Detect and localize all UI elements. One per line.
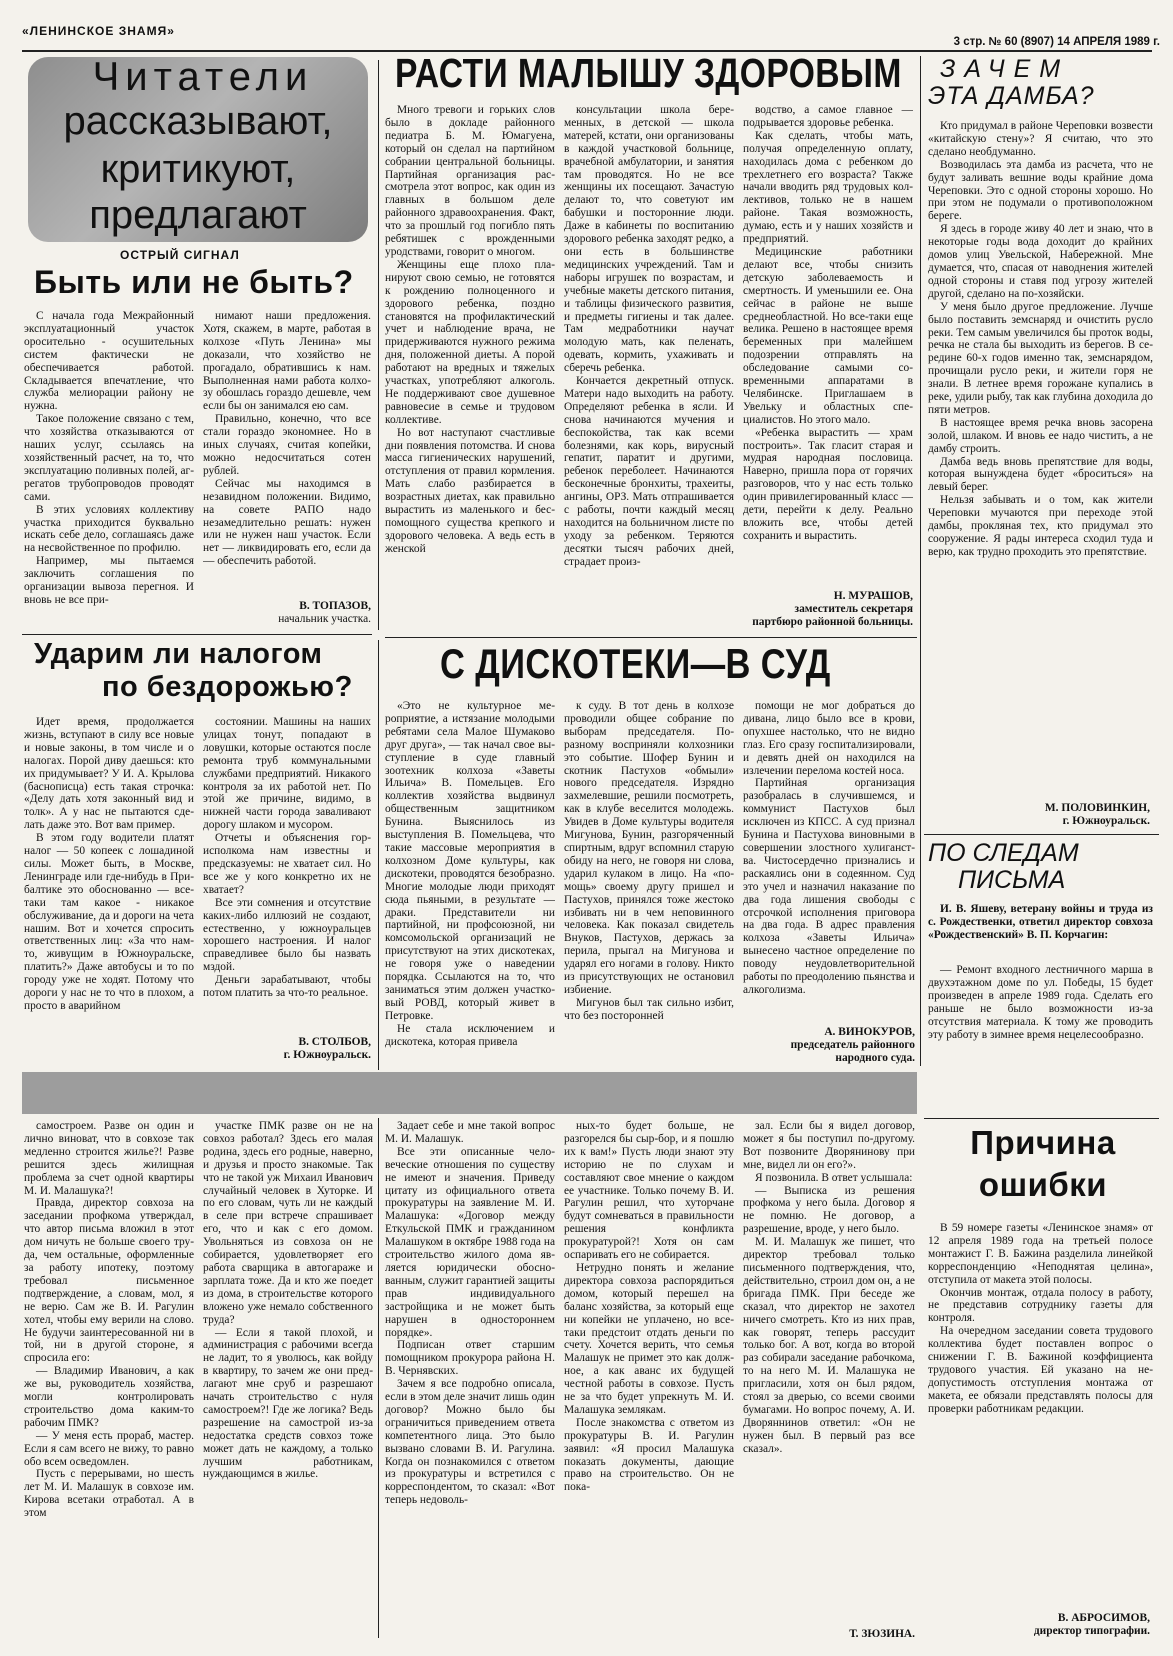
signature-role: заместитель секретаря партбюро районной больницы. bbox=[752, 603, 913, 628]
paragraph: После знакомства с ответом из прокуратуры В. И. Рагулин заявил: «Я просил Малашука показать документы, дающие право на строительство. Он не пока- bbox=[564, 1416, 734, 1494]
paragraph: водство, а самое главное — подрывается здоровье ребенка. bbox=[743, 104, 913, 129]
paragraph: Идет время, продолжается жизнь, вступают в силу все новые и новые законы, в том числе и о налогах. Порой диву даешься: кто их придумывает? У И. А. Крылова (баснописца) есть такая строчка: «Делу дать хотя законный вид и толк». А у нас не пытаются сделать даже это. Вот вам пример. bbox=[24, 716, 194, 832]
article1-signature bbox=[203, 600, 371, 626]
article2-column-3 bbox=[743, 104, 913, 588]
article6-lead: И. В. Яшеву, ветерану войны и труда из с. Рождественки, ответил директор совхоза «Рождественский» В. П. Корчагин: bbox=[928, 903, 1153, 941]
signature-name: В. АБРОСИМОВ, bbox=[1057, 1612, 1150, 1624]
article2-column-1 bbox=[385, 104, 555, 634]
newspaper-name: «ЛЕНИНСКОЕ ЗНАМЯ» bbox=[22, 24, 175, 38]
section-rule bbox=[924, 1118, 1159, 1119]
article8-signature bbox=[928, 1612, 1150, 1638]
paragraph: Правда, директор совхоза на заседании профкома утверждал, что автор письма вложил в этот дом ничуть не больше своего труда, чем остальные, оформленные за работу ипотеку, поэтому требовал письменное подтверждение, а словам, мол, я не верю. Сам же В. И. Рагулин хотел, чтобы ему верили на слово. Не будучи заинтересованной ни в той, ни в другой стороне, я спросила его: bbox=[24, 1197, 194, 1365]
signature-name: Т. ЗЮЗИНА. bbox=[849, 1628, 915, 1640]
article5-signature bbox=[743, 1026, 915, 1065]
article3-title bbox=[928, 56, 1163, 116]
paragraph: Правильно, конечно, что все стали гораздо экономнее. Но в иных случаях, считая копейки, можно недосчитаться сотен рублей. bbox=[203, 413, 371, 477]
article4-title bbox=[22, 638, 374, 708]
paragraph: самостроем. Разве он один и лично виноват, что в совхозе так медленно строится жилье?! Разве решится здесь жилищная проблема за счет одной квартиры М. И. Малашука?! bbox=[24, 1120, 194, 1197]
paragraph: ных-то будет больше, не разгорелся бы сыр-бор, и я пошлю их к вам!» Пусть люди знают эту историю не по слухам и составляют свое мнение о каждом ее участнике. Только почему В. И. Рагулин решил, что хуторчане будут сомневаться в правильности решения конфликта прокуратурой?! Хотя он сам оспаривать его не собирается. bbox=[564, 1120, 734, 1262]
paragraph: Например, мы пытаемся заключить соглашения по организации вывоза перегноя. И вновь не все при- bbox=[24, 555, 194, 606]
paragraph: «Это не культурное мероприятие, а истязание молодыми ребятами села Малое Шумаково друг друга», — так начал свое выступление в суде главный зоотехник колхоза «Заветы Ильича» В. Помельцев. Его коллектив хозяйства выдвинул общественным защитником Бунина. Выяснилось из выступления В. Помельцева, что такие массовые мероприятия в колхозном Доме культуры, как дискотеки, проводятся безобразно. Многие молодые люди приходят сюда пьяными, в результате — драки. Представители ни партийной, ни профсоюзной, ни комсомольской организаций не присутствуют на этих дискотеках, не говоря уже о наведении порядка. Ссылаются на то, что заниматься этим должен участковый РОВД, который живет в Петровке. bbox=[385, 700, 555, 1022]
rubric-box bbox=[28, 57, 368, 242]
article4-column-1 bbox=[24, 716, 194, 1068]
signature-role: начальник участка. bbox=[278, 613, 371, 625]
signature-name: А. ВИНОКУРОВ, bbox=[824, 1026, 915, 1038]
article1-title: Быть или не быть? bbox=[34, 264, 354, 300]
paragraph: Как сделать, чтобы мать, получая определенную оплату, находилась дома с ребенком до трехлетнего его возраста? Также начали вводить ряд трудовых коллективов, только не в нашем районе. Такая возможность, думаю, есть и у наших хозяйств и предприятий. bbox=[743, 129, 913, 246]
signature-name: М. ПОЛОВИНКИН, bbox=[1044, 802, 1150, 814]
section-rule bbox=[22, 634, 372, 635]
paragraph: Зачем я все подробно описала, если в этом деле значит лишь один договор? Можно было бы ограничиться приведением ответа компетентного лица. Это было вызвано словами В. И. Рагулина. Когда он познакомился с ответом из прокуратуры и встретился с корреспондентом, то сказал: «Вот теперь недоволь- bbox=[385, 1378, 555, 1507]
article2-signature bbox=[743, 590, 913, 629]
paragraph: В настоящее время речка вновь засорена золой, шлаком. И вновь ее надо чистить, а не дамбу строить. bbox=[928, 416, 1153, 455]
signature-name: Н. МУРАШОВ, bbox=[833, 590, 913, 602]
rubric-line-2: рассказывают, bbox=[63, 99, 333, 143]
article8-body bbox=[928, 1222, 1153, 1594]
paragraph: Деньги зарабатывают, чтобы потом платить за что-то реальное. bbox=[203, 974, 371, 1000]
paragraph: Сейчас мы находимся в незавидном положении. Видимо, на совете РАПО надо незамедлительно решать: нужен или не нужен наш участок. Если нет — ликвидировать его, если да — обеспечить работой. bbox=[203, 477, 371, 568]
paragraph: Партийная организация разобралась в случившемся, и коммунист Пастухов был исключен из КПСС. А суд признал Бунина и Пастухова виновными в совершении злостного хулиганства. Чистосердечно признались и раскаялись они в содеянном. Суд это учел и назначил наказание по два года лишения свободы с отсрочкой исполнения приговора на два года. В адрес правления колхоза «Заветы Ильича» вынесено частное определение по поводу неудовлетворительной работы по преодолению пьянства и алкоголизма. bbox=[743, 777, 915, 996]
article6-title-line-1: ПО СЛЕДАМ bbox=[928, 840, 1079, 867]
paragraph: Я здесь в городе живу 40 лет и знаю, что в некоторые годы вода доходит до крайних домов улиц Увельской, Набережной. Мне думается, что, спасая от наводнения жителей одной стороны и ставя под угрозу жителей другой, сделано на по-хозяйски. bbox=[928, 223, 1153, 300]
article8-title-line-2: ошибки bbox=[978, 1166, 1108, 1203]
paragraph: — Выписка из решения профкома у него была. Договор я не помню. Не договор, а разрешение, вроде, у него было. bbox=[743, 1184, 915, 1236]
signature-name: В. СТОЛБОВ, bbox=[298, 1036, 371, 1048]
article5-column-1 bbox=[385, 700, 555, 1068]
column-rule bbox=[378, 640, 379, 1070]
section-rule bbox=[924, 834, 1159, 835]
article2-column-2 bbox=[564, 104, 734, 634]
signature-name: В. ТОПАЗОВ, bbox=[299, 600, 371, 612]
article3-title-line-2: ЭТА ДАМБА? bbox=[928, 82, 1095, 110]
paragraph: Окончив монтаж, отдала полосу в работу, не представив сотруднику газеты для контроля. bbox=[928, 1286, 1153, 1325]
paragraph: В этих условиях коллективу участка приходится буквально искать себе дело, соглашаясь даже на несвойственное по профилю. bbox=[24, 503, 194, 555]
paragraph: Возводилась эта дамба из расчета, что не будут заливать вешние воды крайние дома Череповки. Это с одной стороны хорошо. Но при этом не подумали о противоположном береге. bbox=[928, 158, 1153, 223]
column-rule bbox=[378, 60, 379, 630]
paragraph: Отчеты и объяснения горисполкома нам известны и предсказуемы: не хватает сил. Но все же у кого конкретно их не хватает? bbox=[203, 832, 371, 896]
signature-role: г. Южноуральск. bbox=[283, 1049, 371, 1061]
article1-column-2 bbox=[203, 310, 371, 600]
article3-signature bbox=[928, 802, 1150, 828]
article7-column-3 bbox=[385, 1120, 555, 1640]
paragraph: Много тревоги и горьких слов было в докладе районного педиатра Б. М. Юмагуена, который он сделал на партийном собрании центральной больницы. Партийная организация рассмотрела этот вопрос, как один из главных в большом деле районного здравоохранения. Факт, что за прошлый год погибло пять ребятишек с врожденными уродствами, говорит о многом. bbox=[385, 104, 555, 258]
rubric-line-1: Читатели bbox=[92, 57, 314, 99]
paragraph: Женщины еще плохо планируют свою семью, не готовятся к рождению полноценного и здорового ребенка, поздно становятся на профилактический учет и наблюдение врача, не придерживаются нужного режима дня, положенной диеты. А порой работают на вредных и тяжелых участках, употребляют алкоголь. Не поддерживают свое душевное равновесие в семье и трудовом коллективе. bbox=[385, 258, 555, 426]
signature-role: председатель районного народного суда. bbox=[790, 1039, 915, 1064]
article8-title bbox=[928, 1122, 1158, 1214]
paragraph: — У меня есть прораб, мастер. Если я сам всего не вижу, то равно обо всем осведомлен. bbox=[24, 1429, 194, 1468]
article5-title-text: С ДИСКОТЕКИ—В СУД bbox=[440, 640, 831, 687]
article5-column-3 bbox=[743, 700, 915, 1024]
signature-role: г. Южноуральск. bbox=[1062, 815, 1150, 827]
paragraph: — Если я такой плохой, и администрация с рабочими всегда не ладит, то я уволюсь, как войду в квартиру, то зачем же они предлагают мне сруб и разрешают начать строительство с нуля самостроем?! Где же логика? Ведь разрешение на самострой из-за недостатка средств совхоз тоже может дать не каждому, а только лучшим работникам, нуждающимся в жилье. bbox=[203, 1326, 373, 1481]
paragraph: «Ребенка вырастить — храм построить». Так гласит старая и мудрая народная пословица. Наверно, пришла пора от горячих разговоров, что у нас есть только один привилегированный класс — дети, перейти к делу. Реально вложить все, чтобы детей сохранить и вырастить. bbox=[743, 426, 913, 542]
paragraph: Кто придумал в районе Череповки возвести «китайскую стену»? Я считаю, что это сделано необдуманно. bbox=[928, 120, 1153, 158]
article7-signature bbox=[743, 1628, 915, 1641]
paragraph: участке ПМК разве он не на совхоз работал? Здесь его малая родина, здесь его родные, наверно, и друзья и просто знакомые. Так что не такой уж Михаил Иванович случайный человек в Хуторке. И по его словам, чуть ли не каждый в селе при встрече спрашивает его, что и как с его домом. Увольняться из совхоза он не собирается, удовлетворяет его работа сварщика в автогараже и зарплата тоже. Да и кто же поедет из дома, в строительстве которого вложено уже немало собственного труда? bbox=[203, 1120, 373, 1326]
paragraph: Задает себе и мне такой вопрос М. И. Малашук. bbox=[385, 1120, 555, 1145]
paragraph: Не стала исключением и дискотека, которая привела bbox=[385, 1022, 555, 1048]
paragraph: к суду. В тот день в колхозе проводили общее собрание по выборам председателя. По-разному восприняли колхозники это событие. Шофер Бунин и скотник Пастухов «обмыли» нового председателя. Изрядно захмелевшие, решили посмотреть, как в клубе веселится молодежь. Увидев в Доме культуры водителя Мигунова, Бунин, разгоряченный спиртным, вдруг вспомнил старую обиду на него, не говоря ни слова, ударил кулаком в лицо. На «помощь» своему другу пришел и Пастухов, принялся тоже жестоко избивать ни в чем неповинного человека. Как показал свидетель Внуков, Пастухов, держась за перила, прыгал на Мигунова и ударял его ногами в голову. Никто из присутствующих не остановил избиение. bbox=[564, 700, 734, 996]
paragraph: Кончается декретный отпуск. Матери надо выходить на работу. Определяют ребенка в ясли. И снова начинаются мучения и беспокойства, так как всеми болезнями, как корь, вирусный гепатит, паратит и другими, ребенок переболеет. Начинаются бесконечные бронхиты, трахеиты, ангины, ОРЗ. Мать отпрашивается с работы, почти каждый месяц находится на больничном листе по уходу за ребенком. Теряются десятки тысяч рабочих дней, страдает произ- bbox=[564, 375, 734, 568]
paragraph: Медицинские работники делают все, чтобы снизить детскую заболеваемость и смертность. И уменьшили ее. Она сейчас в районе не выше среднеобластной. Но все-таки еще велика. Решено в настоящее время беременных при малейшем подозрении отправлять на обследование самыми современными аппаратами в Челябинске. Приглашаем в Увельку и областных специалистов. Но этого мало. bbox=[743, 245, 913, 426]
article7-column-1 bbox=[24, 1120, 194, 1640]
article4-title-line-2: по бездорожью? bbox=[102, 671, 353, 703]
paragraph: состоянии. Машины на наших улицах тонут, попадают в ловушки, которые остаются после ремонта труб коммунальными службами предприятий. Никакого контроля за их работой нет. По этой же причине, видимо, в нижней части города заваливают дорогу шлаком и мусором. bbox=[203, 716, 371, 832]
paragraph: В 59 номере газеты «Ленинское знамя» от 12 апреля 1989 года на третьей полосе монтажист Г. В. Бажина разделила линейкой корреспонденцию «Неподнятая целина», отступила от макета этой полосы. bbox=[928, 1222, 1153, 1286]
paragraph: нимают наши предложения. Хотя, скажем, в марте, работая в колхозе «Путь Ленина» мы доказали, что хозяйство не прогадало, обратившись к нам. Выполненная нами работа колхозу обошлась гораздо дешевле, чем если бы он занимался ею сам. bbox=[203, 310, 371, 413]
paragraph: Дамба ведь вновь препятствие для воды, которая вынуждена будет «броситься» на левый берег. bbox=[928, 455, 1153, 494]
paragraph: Все эти сомнения и отсутствие каких-либо иллюзий не создают, естественно, у южноуральцев хорошего настроения. И налог справедливее было бы назвать мздой. bbox=[203, 896, 371, 974]
article2-title bbox=[395, 50, 935, 100]
article6-body: — Ремонт входного лестничного марша в двухэтажном доме по ул. Победы, 15 будет произведен в апреле 1989 года. Сделать его раньше не было возможности из-за отсутствия материала. К тому же проводить эту работу в зимнее время нецелесообразно. bbox=[928, 964, 1153, 1041]
paragraph: консультации школа беременных, в детской — школа матерей, кстати, они организованы в каждой участковой больнице, врачебной амбулатории, и занятия там проводятся. Но не все женщины их посещают. Зачастую делают то, что советуют им бабушки и посторонние люди. Даже в кабинеты по воспитанию здорового ребенка заходят редко, а они есть в большинстве медицинских учреждений. Там и наборы игрушек по возрастам, и учебные макеты детского питания, и таблицы физического развития, и предметы гигиены и так далее. Там медработники научат молодую мать, как пеленать, одевать, кормить, ухаживать и сберечь ребенка. bbox=[564, 104, 734, 375]
rubric-line-4: предлагают bbox=[89, 193, 307, 237]
signature-role: директор типографии. bbox=[1033, 1625, 1150, 1637]
paragraph: Все эти описанные человеческие отношения по существу не имеют и значения. Приведу цитату из официального ответа прокуратуры на заявление М. И. Малашука: «Договор между Еткульской ПМК и гражданином Малашуком в октябре 1988 года на строительство жилого дома является юридически обоснованным, служит гарантией защиты прав индивидуального застройщика и не может быть нарушен в одностороннем порядке». bbox=[385, 1145, 555, 1339]
paragraph: Пусть с перерывами, но шесть лет М. И. Малашук в совхозе им. Кирова всетаки отработал. А в этом bbox=[24, 1468, 194, 1520]
paragraph: Нетрудно понять и желание директора совхоза распорядиться домом, который перешел на баланс хозяйства, за который еще ни копейки не уплачено, но все-таки предстоит отдать деньги по счету. Хочется верить, что семья Малашук не примет это как должное, а как аванс их будущей честной работы в совхозе. Пусть не за что будет упрекнуть М. И. Малашука землякам. bbox=[564, 1261, 734, 1416]
article6-title bbox=[928, 840, 1163, 898]
article5-title bbox=[440, 640, 910, 692]
paragraph: У меня было другое предложение. Лучше было поставить земснаряд и очистить русло реки. Тем самым увеличился бы проток воды, речка не стала бы выходить из берегов. В середине 60-х годов именно так, земснарядом, прочищали русло реки, и жители горя не знали. В летнее время горожане купались в реке, удили рыбу, так как глубина доходила до пяти метров. bbox=[928, 300, 1153, 416]
article4-column-2 bbox=[203, 716, 371, 1034]
paragraph: Подписан ответ старшим помощником прокурора района Н. В. Чернявских. bbox=[385, 1339, 555, 1378]
paragraph: В этом году водители платят налог — 50 копеек с лошадиной силы. Может быть, в Москве, Ленинграде или где-нибудь в Прибалтике это обоснованно — все-таки там какое - никакое обслуживание, да и дороги на чета нашим. Вот и хочется спросить ответственных лиц: «За что нам-то, живущим в Южноуральске, платить?» Даже автобусы и то по городу уже не ходят. Потому что дороги у нас не то что в плохом, а просто в аварийном bbox=[24, 832, 194, 1012]
article4-title-line-1: Ударим ли налогом bbox=[34, 638, 323, 670]
paragraph: С начала года Межрайонный эксплуатационный участок оросительно - осушительных систем фактически не обеспечивается работой. Складывается впечатление, что служба мелиорации району не нужна. bbox=[24, 310, 194, 413]
article5-column-2 bbox=[564, 700, 734, 1068]
article3-body bbox=[928, 120, 1153, 798]
paragraph: На очередном заседании совета трудового коллектива будет поставлен вопрос о снижении Г. В. Бажиной коэффициента трудового участия. Ей указано на недопустимость отступления монтажа от макета, ее обязали представлять полосы для проверки работникам редакции. bbox=[928, 1325, 1153, 1415]
paragraph: Мигунов был так сильно избит, что без посторонней bbox=[564, 996, 734, 1022]
gray-separator-band bbox=[22, 1072, 917, 1114]
article2-title-text: РАСТИ МАЛЫШУ ЗДОРОВЫМ bbox=[395, 50, 902, 96]
column-rule bbox=[920, 56, 921, 1066]
article7-column-2 bbox=[203, 1120, 373, 1640]
article7-column-4 bbox=[564, 1120, 734, 1640]
article1-column-1 bbox=[24, 310, 194, 615]
paragraph: Нельзя забывать и о том, как жители Череповки мучаются при переходе этой дамбы, прокляная тех, кто придумал это сооружение. Я рады интереса сходил туда и верю, как трудно проходить это препятствие. bbox=[928, 494, 1153, 558]
paragraph: Но вот наступают счастливые дни появления потомства. И снова масса гигиенических нарушений, отступления от правил кормления. Мать слабо разбирается в возрастных диетах, как правильно вырастить из маленького и беспомощного существа крепкого и здорового человека. А ведь есть в женской bbox=[385, 426, 555, 555]
article4-signature bbox=[203, 1036, 371, 1062]
paragraph: зал. Если бы я видел договор, может я бы поступил по-другому. Вот позвоните Дворянинову при мне, видел ли он его?». bbox=[743, 1120, 915, 1171]
article8-title-line-1: Причина bbox=[970, 1124, 1116, 1161]
section-rule bbox=[385, 637, 917, 638]
issue-line: 3 стр. № 60 (8907) 14 АПРЕЛЯ 1989 г. bbox=[953, 36, 1160, 48]
article7-column-5 bbox=[743, 1120, 915, 1625]
paragraph: помощи не мог добраться до дивана, лицо было все в крови, опухшее настолько, что не видно глаз. Его сразу госпитализировали, и девять дней он находился на излечении перелома костей носа. bbox=[743, 700, 915, 777]
rubric-line-3: критикуют, bbox=[100, 147, 296, 191]
paragraph: Я позвонила. В ответ услышала: bbox=[755, 1171, 913, 1184]
paragraph: Такое положение связано с тем, что хозяйства отказываются от наших услуг, ссылаясь на хозяйственный расчет, на то, что эксплуатацию поливных полей, агрегатов трубопроводов проводят сами. bbox=[24, 413, 194, 503]
article6-title-line-2: ПИСЬМА bbox=[958, 866, 1066, 894]
paragraph: М. И. Малашук же пишет, что директор требовал только письменного подтверждения, что, действительно, строил дом он, а не бригада ПМК. При беседе же сказал, что директор не захотел ничего смотреть. Кто из них прав, как говорят, теперь рассудит только бог. А вот, когда во второй раз собирали заседание рабочкома, то на него М. И. Малашука не пригласили, хотя он был рядом, стоял за дверью, со всеми своими бумагами. Но вопрос почему, А. И. Дворяннинов ответил: «Он не нужен был. В первый раз все сказал». bbox=[743, 1236, 915, 1455]
column-rule bbox=[378, 1118, 379, 1638]
paragraph: — Владимир Иванович, а как же вы, руководитель хозяйства, могли контролировать строительство дома каким-то рабочим ПМК? bbox=[24, 1365, 194, 1429]
article3-title-line-1: ЗАЧЕМ bbox=[940, 56, 1070, 83]
article1-kicker: ОСТРЫЙ СИГНАЛ bbox=[120, 248, 240, 262]
